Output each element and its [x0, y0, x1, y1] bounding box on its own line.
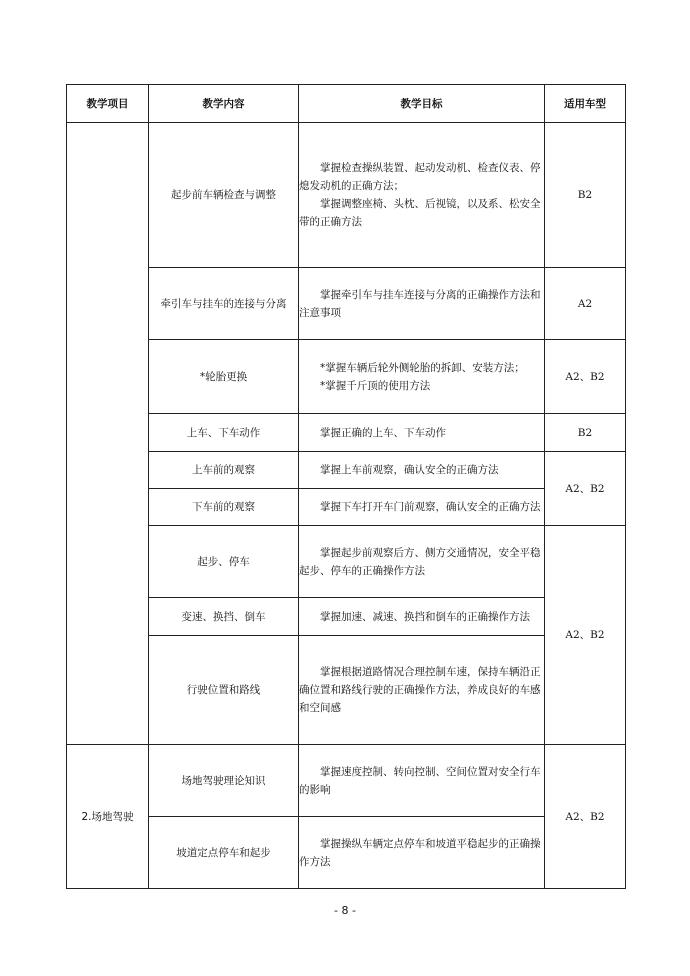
table-row [67, 817, 626, 889]
content-cell: 变速、换挡、倒车 [149, 598, 299, 636]
table-row [67, 636, 626, 745]
project-cell-empty [67, 123, 149, 745]
content-cell: 上车、下车动作 [149, 414, 299, 452]
goal-text: 掌握加速、减速、换挡和倒车的正确操作方法 [320, 610, 530, 623]
table-row [67, 526, 626, 598]
goal-cell [299, 636, 545, 745]
project-cell: 2.场地驾驶 [67, 745, 149, 889]
table-row [67, 268, 626, 340]
vehicle-type-cell: A2 [545, 268, 626, 340]
vehicle-type-cell: B2 [545, 414, 626, 452]
content-cell: 行驶位置和路线 [149, 636, 299, 745]
goal-cell [299, 414, 545, 452]
content-cell: 场地驾驶理论知识 [149, 745, 299, 817]
goal-text: 掌握根据道路情况合理控制车速，保持车辆沿正确位置和路线行驶的正确操作方法，养成良好的车感和空间感 [299, 666, 541, 714]
header-content: 教学内容 [149, 85, 299, 123]
vehicle-type-cell: A2、B2 [545, 452, 626, 526]
content-cell: 起步、停车 [149, 526, 299, 598]
goal-text: 掌握起步前观察后方、侧方交通情况，安全平稳起步、停车的正确操作方法 [299, 546, 541, 577]
table-row [67, 489, 626, 526]
page-number: - 8 - [334, 904, 356, 917]
content-cell: 上车前的观察 [149, 452, 299, 489]
table-row [67, 414, 626, 452]
vehicle-type-cell: B2 [545, 123, 626, 268]
goal-cell [299, 817, 545, 889]
goal-text: 掌握上车前观察，确认安全的正确方法 [320, 464, 499, 476]
goal-cell [299, 489, 545, 526]
goal-cell [299, 452, 545, 489]
goal-text: 掌握调整座椅、头枕、后视镜，以及系、松安全带的正确方法 [299, 198, 541, 228]
content-cell: 下车前的观察 [149, 489, 299, 526]
content-cell: 坡道定点停车和起步 [149, 817, 299, 889]
header-vehicle-type: 适用车型 [545, 85, 626, 123]
table-row [67, 598, 626, 636]
header-project: 教学项目 [67, 85, 149, 123]
curriculum-table [66, 84, 626, 889]
table-row [67, 340, 626, 414]
vehicle-type-cell: A2、B2 [545, 526, 626, 745]
goal-cell [299, 123, 545, 268]
table-row [67, 123, 626, 268]
goal-text: 掌握检查操纵装置、起动发动机、检查仪表、停熄发动机的正确方法； [299, 162, 541, 192]
goal-cell [299, 526, 545, 598]
table-row [67, 745, 626, 817]
goal-cell [299, 340, 545, 414]
header-goal: 教学目标 [299, 85, 545, 123]
vehicle-type-cell: A2、B2 [545, 340, 626, 414]
goal-text: 掌握正确的上车、下车动作 [320, 426, 446, 439]
table-row [67, 452, 626, 489]
content-cell: 起步前车辆检查与调整 [149, 123, 299, 268]
goal-text: *掌握千斤顶的使用方法 [320, 379, 431, 392]
goal-text: 掌握牵引车与挂车连接与分离的正确操作方法和注意事项 [299, 288, 541, 319]
goal-text: 掌握速度控制、转向控制、空间位置对安全行车的影响 [299, 765, 541, 796]
goal-text: 掌握下车打开车门前观察，确认安全的正确方法 [320, 501, 541, 513]
header-row [67, 85, 626, 123]
goal-cell [299, 598, 545, 636]
content-cell: *轮胎更换 [149, 340, 299, 414]
content-cell: 牵引车与挂车的连接与分离 [149, 268, 299, 340]
goal-cell [299, 268, 545, 340]
goal-text: *掌握车辆后轮外侧轮胎的拆卸、安装方法； [320, 361, 525, 374]
vehicle-type-cell: A2、B2 [545, 745, 626, 889]
goal-cell [299, 745, 545, 817]
goal-text: 掌握操纵车辆定点停车和坡道平稳起步的正确操作方法 [299, 837, 541, 868]
